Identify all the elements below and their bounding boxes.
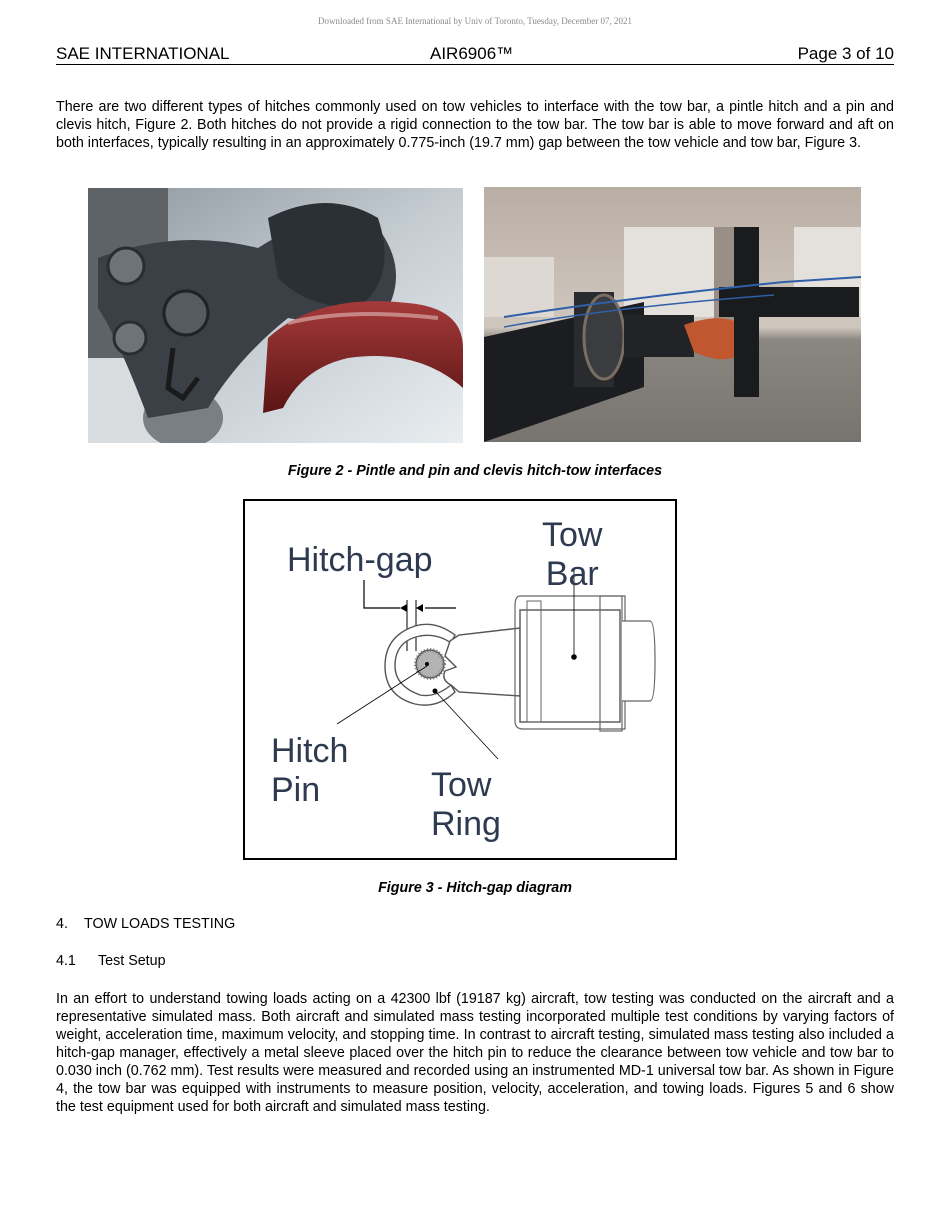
section-4-heading	[56, 916, 235, 932]
hitch-pin-label	[271, 732, 348, 810]
pintle-hitch-photo	[88, 188, 463, 443]
figure-3-caption: Figure 3 - Hitch-gap diagram	[378, 880, 572, 896]
tow-ring-label-line-1: Tow	[431, 766, 492, 804]
tow-bar-label	[542, 516, 602, 594]
section-4-number: 4.	[56, 916, 68, 932]
tow-ring-label	[431, 766, 501, 844]
hitch-pin-label-line-2: Pin	[271, 771, 321, 809]
tow-bar-label-line-2: Bar	[545, 555, 599, 593]
section-4-1-number: 4.1	[56, 953, 76, 969]
header-document-id: AIR6906™	[430, 44, 514, 63]
tow-ring-label-line-2: Ring	[431, 805, 501, 843]
section-4-1-title: Test Setup	[98, 953, 166, 969]
section-4-title: TOW LOADS TESTING	[84, 916, 236, 932]
page-header	[56, 44, 894, 65]
section-4-1-heading	[56, 953, 166, 969]
hitch-pin-label-line-1: Hitch	[271, 732, 349, 770]
hitch-gap-label: Hitch-gap	[287, 541, 433, 579]
intro-paragraph: There are two different types of hitches commonly used on tow vehicles to interface with the tow bar, a pintle hitch and a pin and clevis hitch, Figure 2. Both hitches do not provide a rigid connection to the tow bar. The tow bar is able to move forward and aft on both interfaces, typically resulting in an approximately 0.775-inch (19.7 mm) gap between the tow vehicle and tow bar, Figure 3.	[56, 99, 894, 151]
tow-bar-label-line-1: Tow	[542, 516, 603, 554]
test-setup-paragraph: In an effort to understand towing loads acting on a 42300 lbf (19187 kg) aircraft, tow testing was conducted on the aircraft and a representative simulated mass. Both aircraft and simulated mass testing incorporated multiple test conditions by varying factors of weight, acceleration time, maximum velocity, and stopping time. In contrast to aircraft testing, simulated mass testing also included a hitch-gap manager, effectively a metal sleeve placed over the hitch pin to reduce the clearance between tow vehicle and tow bar to 0.030 inch (0.762 mm). Test results were measured and recorded using an instrumented MD-1 universal tow bar. As shown in Figure 4, the tow bar was equipped with instruments to measure position, velocity, acceleration, and towing loads. Figures 5 and 6 show the test equipment used for both aircraft and simulated mass testing.	[56, 991, 894, 1115]
hitch-gap-diagram	[243, 499, 677, 860]
figure-2-caption: Figure 2 - Pintle and pin and clevis hitch-tow interfaces	[287, 463, 663, 479]
header-page-number: Page 3 of 10	[797, 44, 894, 63]
header-organization: SAE INTERNATIONAL	[56, 44, 230, 63]
pin-clevis-hitch-photo	[484, 187, 861, 442]
download-watermark: Downloaded from SAE International by Univ of Toronto, Tuesday, December 07, 2021	[317, 16, 633, 26]
